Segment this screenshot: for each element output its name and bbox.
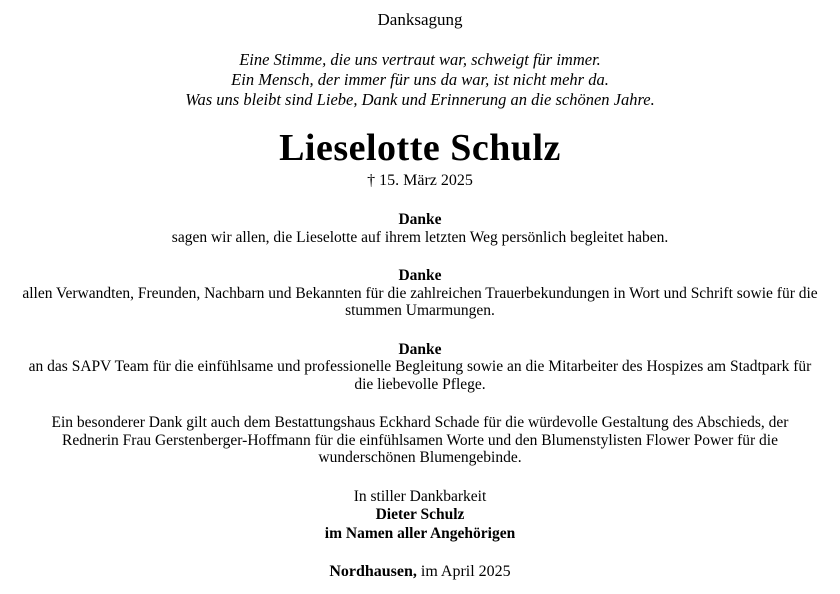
thanks-text-2: allen Verwandten, Freunden, Nachbarn und Bekannten für die zahlreichen Trauerbekundungen in Wort und Schrift sowie für die stummen Umarmungen. — [22, 284, 818, 319]
mourner-name: Dieter Schulz — [375, 506, 465, 523]
quote-line-2: Ein Mensch, der immer für uns da war, ist nicht mehr da. — [231, 70, 609, 89]
notice-date: im April 2025 — [416, 563, 511, 580]
special-thanks-paragraph: Ein besonderer Dank gilt auch dem Bestattungshaus Eckhard Schade für die würdevolle Gestaltung des Abschieds, der Rednerin Frau Gerstenberger-Hoffmann für die einfühlsamen Worte und den Blumenstylisten Flower Power für die wunderschönen Blumengebinde. — [51, 414, 789, 466]
thanks-text-1: sagen wir allen, die Lieselotte auf ihrem letzten Weg persönlich begleitet haben. — [171, 228, 669, 246]
on-behalf-line: im Namen aller Angehörigen — [324, 524, 516, 542]
thanks-paragraph-1 — [0, 211, 840, 246]
thanks-paragraph-3 — [0, 341, 840, 394]
closing-gratitude-line: In stiller Dankbarkeit — [353, 487, 487, 505]
place-name: Nordhausen, — [329, 563, 417, 580]
quote-line-1: Eine Stimme, die uns vertraut war, schweigt für immer. — [239, 50, 601, 69]
death-date: † 15. März 2025 — [367, 172, 473, 189]
thanks-heading-3: Danke — [398, 340, 442, 358]
notice-type-title: Danksagung — [377, 10, 463, 29]
closing-block — [0, 488, 840, 544]
thanks-paragraph-2 — [0, 267, 840, 320]
deceased-name: Lieselotte Schulz — [279, 127, 561, 169]
thanks-heading-2: Danke — [398, 267, 442, 284]
thanks-heading-1: Danke — [398, 211, 442, 228]
place-date-line — [0, 562, 840, 581]
quote-line-3: Was uns bleibt sind Liebe, Dank und Erinnerung an die schönen Jahre. — [185, 90, 655, 109]
memorial-quote — [0, 50, 840, 110]
thanks-text-3: an das SAPV Team für die einfühlsame und professionelle Begleitung sowie an die Mitarbeiter des Hospizes am Stadtpark für die liebevolle Pflege. — [28, 358, 812, 393]
